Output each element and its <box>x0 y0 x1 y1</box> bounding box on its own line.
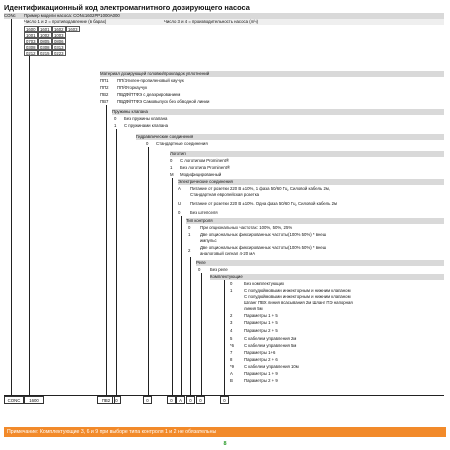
footer-code-cell: 1600 <box>24 396 44 404</box>
logo-label: Без логотипа Prominent® <box>180 165 231 170</box>
control-label: Две опциональных фиксированных частоты(100% 50%) * внеш <box>200 245 327 250</box>
kit-label: С полудюймовыми инжекторным и нижним клапаном <box>244 294 351 299</box>
footer-code-cell: 0 <box>112 396 121 404</box>
kit-code: *9 <box>230 364 235 369</box>
footer-code-cell: 0 <box>143 396 152 404</box>
control-label: Две опциональных фиксированных частоты(100% 50%) * внеш <box>200 232 327 237</box>
control-header: Тип контроля <box>186 218 444 224</box>
kit-label: Параметры 1+6 <box>244 350 276 355</box>
material-label: ПВДФ/ПТФЭ Самовыпуск без обводной линии <box>117 99 210 104</box>
capacity-code: 0223 <box>52 50 66 56</box>
kit-code: 0 <box>230 281 233 286</box>
kit-label: Параметры 2 + 9 <box>244 378 278 383</box>
electrical-label: Без штепселя <box>190 210 218 215</box>
capacity-code: 1601 <box>38 26 52 32</box>
relay-code: 0 <box>198 267 201 272</box>
tree-line <box>116 129 117 395</box>
tree-line <box>172 178 173 395</box>
kit-label: Параметры 1 + 9 <box>244 371 278 376</box>
kit-label: С кабелем управления 5м <box>244 343 297 348</box>
capacity-code: 0308 <box>38 44 52 50</box>
kit-label: Параметры 2 + 6 <box>244 357 278 362</box>
material-label: ПП/Фторкаучук <box>117 85 148 90</box>
tree-line <box>181 216 182 395</box>
capacity-code: 1002 <box>38 32 52 38</box>
kit-code: 7 <box>230 350 233 355</box>
kit-label: Параметры 1 + 5 <box>244 313 278 318</box>
valve-code: 1 <box>114 123 117 128</box>
material-code: ПВ7 <box>100 99 109 104</box>
kit-code: 1 <box>230 288 233 293</box>
kit-label: С полудюймовыми инжекторным и нижним клапаном <box>244 288 351 293</box>
kit-code: 5 <box>230 336 233 341</box>
logo-label: Модифицированный <box>180 172 222 177</box>
kit-code: B <box>230 378 233 383</box>
tree-line <box>201 273 202 395</box>
capacity-row1b: Число 3 и 4 = производительность насоса (л/ч) <box>164 19 444 25</box>
control-label-2: аналоговый сигнал 4-20 мА <box>200 251 256 256</box>
electrical-label: Питание от розетки 220 В ±10%, 1 фаза 50/60 Гц, Силовой кабель 2м, <box>190 186 331 191</box>
logo-header: Логотип <box>170 151 444 157</box>
control-label-2: импульс <box>200 238 217 243</box>
page-number: 8 <box>223 441 227 447</box>
kit-label: С кабелем управления 10м <box>244 364 299 369</box>
capacity-code: 1603 <box>66 26 80 32</box>
footer-code-cell: 0 <box>220 396 229 404</box>
logo-code: 0 <box>170 158 173 163</box>
kit-code: 2 <box>230 313 233 318</box>
electrical-label: Питание от розетки 220 В ±10%. Одна фаза 50/60 Гц, Силовой кабель 2м <box>190 201 337 206</box>
capacity-code: 1003 <box>52 32 66 38</box>
relay-label: Без реле <box>210 267 228 272</box>
control-code: 2 <box>188 248 191 253</box>
material-label: ПП/Этилен-пропиленовый каучук <box>117 78 184 83</box>
kit-code: 8 <box>230 357 233 362</box>
hydraulic-header: Гидравлические соединения <box>136 134 444 140</box>
capacity-code: 0806 <box>52 38 66 44</box>
footer-code-cell: CONC <box>4 396 24 404</box>
hydraulic-label: Стандартные соединения <box>156 141 208 146</box>
footer-code-cell: 0 <box>167 396 176 404</box>
hydraulic-code: 0 <box>146 141 149 146</box>
model-header-label: Пример модели насоса: CONc1602PP1000A000 <box>24 13 444 19</box>
capacity-code: 0215 <box>38 50 52 56</box>
kit-code: 4 <box>230 328 233 333</box>
tree-line <box>224 280 225 395</box>
control-label: При опциональных частотах: 100%, 50%, 25% <box>200 225 293 230</box>
footer-code-cell: 0 <box>186 396 195 404</box>
electrical-code: U <box>178 201 182 206</box>
material-label: ПВДФ/ПТФЭ с деаэрированием <box>117 92 181 97</box>
logo-code: 1 <box>170 165 173 170</box>
capacity-code: 0308 <box>24 44 38 50</box>
control-code: 0 <box>188 225 191 230</box>
capacity-code: 1001 <box>24 32 38 38</box>
logo-label: С логотипом Prominent® <box>180 158 229 163</box>
capacity-code: 0703 <box>24 38 38 44</box>
material-code: ПВ2 <box>100 92 109 97</box>
tree-line <box>11 18 12 395</box>
capacity-code: 1602 <box>52 26 66 32</box>
tree-line <box>148 147 149 395</box>
relay-header: Реле <box>196 260 444 266</box>
control-code: 1 <box>188 232 191 237</box>
kit-code: 3 <box>230 320 233 325</box>
material-code: ПП1 <box>100 78 109 83</box>
electrical-header: Электрические соединения <box>178 179 444 185</box>
footer-code-cell: ПВ2 <box>97 396 115 404</box>
tree-line <box>106 105 107 395</box>
capacity-code: 0805 <box>38 38 52 44</box>
logo-code: M <box>170 172 174 177</box>
electrical-label-2: Стандартная европейская розетка <box>190 192 260 197</box>
kit-label: Без комплектующих <box>244 281 285 286</box>
kit-label-2: линия 5м <box>244 306 263 311</box>
tree-line <box>29 56 30 395</box>
electrical-code: A <box>178 186 181 191</box>
valve-code: 0 <box>114 116 117 121</box>
electrical-code: 0 <box>178 210 181 215</box>
document-title: Идентификационный код электромагнитного дозирующего насоса <box>4 3 250 12</box>
tree-line <box>190 257 191 395</box>
footer-code-cell: A <box>176 396 185 404</box>
capacity-row1: Число 1 и 2 = противодавление (в барах) <box>24 19 164 25</box>
kit-label: Шланг ПВХ линия всасывания 2м Шланг ПЭ напорная <box>244 300 353 305</box>
capacity-code: 0313 <box>52 44 66 50</box>
capacity-code: 0212 <box>24 50 38 56</box>
valve-label: Без пружины клапана <box>124 116 168 121</box>
kit-code: A <box>230 371 233 376</box>
material-header: Материал дозирующей головки/прокладок уплотнений <box>100 71 444 77</box>
kit-code: *6 <box>230 343 235 348</box>
valve-label: С пружинами клапана <box>124 123 169 128</box>
model-header-code: CONc <box>4 13 24 19</box>
kit-label: С кабелем управления 2м <box>244 336 297 341</box>
material-code: ПП2 <box>100 85 109 90</box>
capacity-code: 1600 <box>24 26 38 32</box>
footer-code-cell: 0 <box>196 396 205 404</box>
footnote-banner: Примечание: Комплектующие 3, 6 и 9 при выборе типа контроля 1 и 2 не обязательны <box>4 427 446 437</box>
kit-label: Параметры 1 + 5 <box>244 320 278 325</box>
kit-header: Комплектующие <box>210 274 444 280</box>
valve-header: Пружины клапана <box>112 109 444 115</box>
kit-label: Параметры 2 + 5 <box>244 328 278 333</box>
